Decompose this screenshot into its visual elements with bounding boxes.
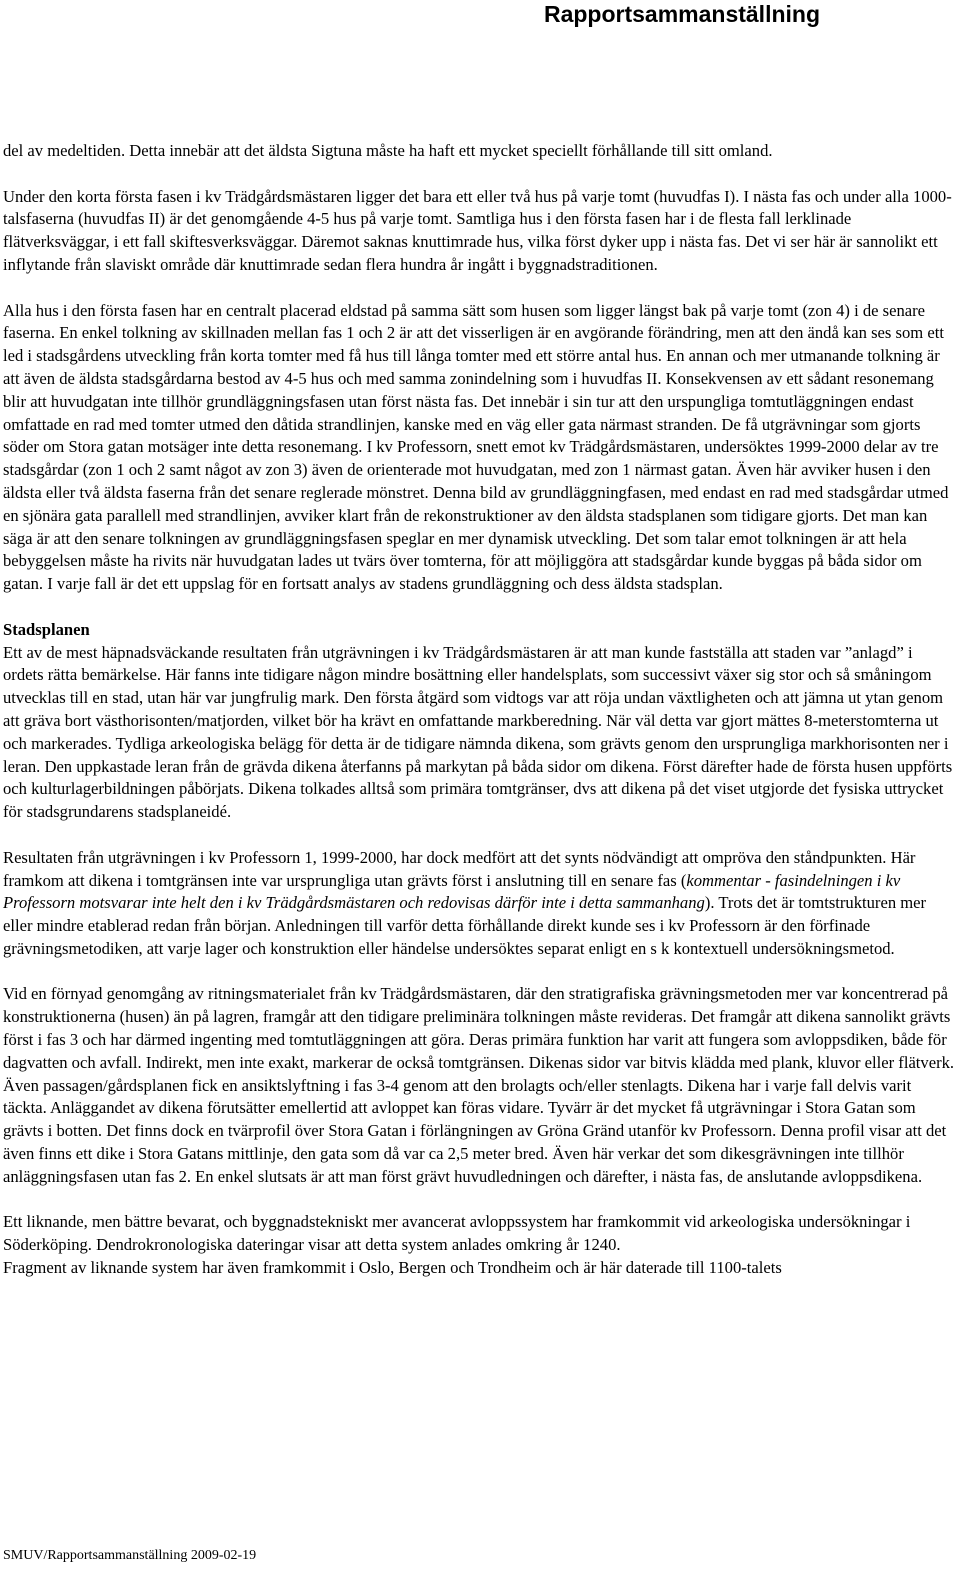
paragraph-soderkoping: Ett liknande, men bättre bevarat, och byggnadstekniskt mer avancerat avloppssystem har framkommit vid arkeologiska undersökningar i Söderköping. Dendrokronologiska dateringar visar att detta system anlades omkring år 1240. <box>3 1212 911 1255</box>
resultaten-comment: kommentar - fasindelningen i kv Professorn motsvarar inte helt den i kv Trädgårdsmästaren och redovisas därför inte i detta sammanhang <box>3 870 901 913</box>
paragraph-intro: del av medeltiden. Detta innebär att det äldsta Sigtuna måste ha haft ett mycket speciellt förhållande till sitt omland. <box>3 141 773 160</box>
paragraph-stadsplanen: Ett av de mest häpnadsväckande resultaten från utgrävningen i kv Trädgårdsmästaren är att man kunde fastställa att staden var ”anlagd” i ordets rätta bemärkelse. Här fanns inte tidigare någon mindre bosättning eller handelsplats, som successivt växer sig stor och så småningom utvecklas till en stad, utan här var jungfrulig mark. Den första åtgärd som vidtogs var att röja undan växtligheten och att jämna ut ytan genom att gräva bort västhorisonten/matjorden, vilket bör ha krävt en omfattande markberedning. När väl detta var gjort mättes 8-meterstomterna ut och markerades. Tydliga arkeologiska belägg för detta är de tidigare nämnda dikena, som grävts genom den ursprungliga markhorisonten ner i leran. Den uppkastade leran från de grävda dikena återfanns på markytan på båda sidor om dikena. Först därefter hade de första husen uppförts och kulturlagerbildningen påbörjats. Dikena tolkades alltså som primära tomtgränser, dvs att dikena på det viset utgjorde det fysiska uttrycket för stadsgrundarens stadsplaneidé. <box>3 642 953 822</box>
paragraph-eldstad: Alla hus i den första fasen har en centralt placerad eldstad på samma sätt som husen som ligger längst bak på varje tomt (zon 4) i de senare faserna. En enkel tolkning av skillnaden mellan fas 1 och 2 är att det visserligen är en avgörande förändring, men att den ändå kan ses som ett led i stadsgårdens utveckling från korta tomter med få hus till långa tomter med ett större antal hus. En annan och mer utmanande tolkning är att även de äldsta stadsgårdarna bestod av 4-5 hus och med samma zonindelning som i huvudfas II. Konsekvensen av ett sådant resonemang blir att huvudgatan inte tillhör grundläggningsfasen utan först nästa fas. Det innebär i sin tur att den urspungliga tomtutläggningen endast omfattade en rad med tomter utmed den dåtida strandlinjen, kanske med en väg eller gata närmast stranden. De få utgrävningar som gjorts söder om Stora gatan motsäger inte detta resonemang. I kv Professorn, snett emot kv Trädgårdsmästaren, undersöktes 1999-2000 delar av tre stadsgårdar (zon 1 och 2 samt något av zon 3) även de orienterade mot huvudgatan, med zon 1 närmast gatan. Även här avviker husen i den äldsta eller två äldsta faserna från det senare reglerade mönstret. Denna bild av grundläggningfasen, med endast en rad med stadsgårdar utmed en sjönära gata parallell med strandlinjen, avviker klart från de rekonstruktioner av den äldsta stadsplanen som tidigare gjorts. Det man kan säga är att den senare tolkningen av grundläggningsfasen speglar en mer dynamisk utveckling. Det som talar emot tolkningen är att hela bebyggelsen måste ha rivits när huvudgatan lades ut tvärs över tomterna, för att möjliggöra att stadsgårdar kunde byggas på båda sidor om gatan. I varje fall är det ett uppslag för en fortsatt analys av stadens grundläggning och dess äldsta stadsplan. <box>3 300 949 594</box>
section-heading-stadsplanen: Stadsplanen <box>3 619 90 639</box>
page-footer: SMUV/Rapportsammanställning 2009-02-19 <box>3 1548 257 1563</box>
resultaten-text-start: Resultaten från utgrävningen i kv Professorn 1, 1999-2000, har dock medfört att det synts nödvändigt att ompröva den ståndpunkten. Här framkom att dikena i tomtgränsen inte var ursprungliga utan grävts först i anslutning till en senare fas ( <box>3 847 916 890</box>
report-title: Rapportsammanställning <box>543 1 820 27</box>
resultaten-text-end: ). Trots det är tomtstrukturen mer eller mindre etablerad redan från början. Anledningen till varför detta förhållande direkt kunde ses i kv Professorn är den förfinade grävningsmetodiken, att varje lager och konstruktion eller händelse undersöktes separat enligt en s k kontextuell undersökningsmetod. <box>3 893 927 958</box>
paragraph-ritningsmaterial: Vid en förnyad genomgång av ritningsmaterialet från kv Trädgårdsmästaren, där den stratigrafiska grävningsmetoden mer var koncentrerad på konstruktionerna (husen) än på lagren, framgår att den tidigare preliminära tolkningen måste revideras. Det framgår att dikena sannolikt grävts först i fas 3 och har därmed ingenting med tomtutläggningen att göra. Deras primära funktion har varit att fungera som avloppsdiken, både för dagvatten och avfall. Indirekt, men inte exakt, markerar de också tomtgränsen. Dikenas sidor var bitvis klädda med plank, kluvor eller flätverk. Även passagen/gårdsplanen fick en ansiktslyftning i fas 3-4 genom att den brolagts och/eller stenlagts. Dikena har i varje fall delvis varit täckta. Anläggandet av dikena förutsätter emellertid att avloppet kan föras vidare. Tyvärr är det mycket få utgrävningar i Stora Gatan som grävts i botten. Det finns dock en tvärprofil över Stora Gatan i förlängningen av Gröna Gränd utanför kv Professorn. Denna profil visar att det även finns ett dike i Stora Gatans mittlinje, den gata som då var ca 2,5 meter bred. Även här verkar det som dikesgrävningen inte tillhör anläggningsfasen utan fas 2. En enkel slutsats är att man först grävt huvudledningen och därefter, i nästa fas, de anslutande avloppsdikena. <box>3 984 955 1186</box>
paragraph-resultaten <box>3 847 955 961</box>
document-body <box>3 140 955 1280</box>
paragraph-fragment: Fragment av liknande system har även framkommit i Oslo, Bergen och Trondheim och är här daterade till 1100-talets <box>3 1258 782 1278</box>
paragraph-huvudfas: Under den korta första fasen i kv Trädgårdsmästaren ligger det bara ett eller två hus på varje tomt (huvudfas I). I nästa fas och under alla 1000-talsfaserna (huvudfas II) är det genomgående 4-5 hus på varje tomt. Samtliga hus i den första fasen har i de flesta fall lerklinade flätverksväggar, i ett fall skiftesverksväggar. Däremot saknas knuttimrade hus, vilka först dyker upp i nästa fas. Det vi ser här är sannolikt ett inflytande från slaviskt område där knuttimrade sedan flera hundra år ingått i byggnadstraditionen. <box>3 186 952 274</box>
